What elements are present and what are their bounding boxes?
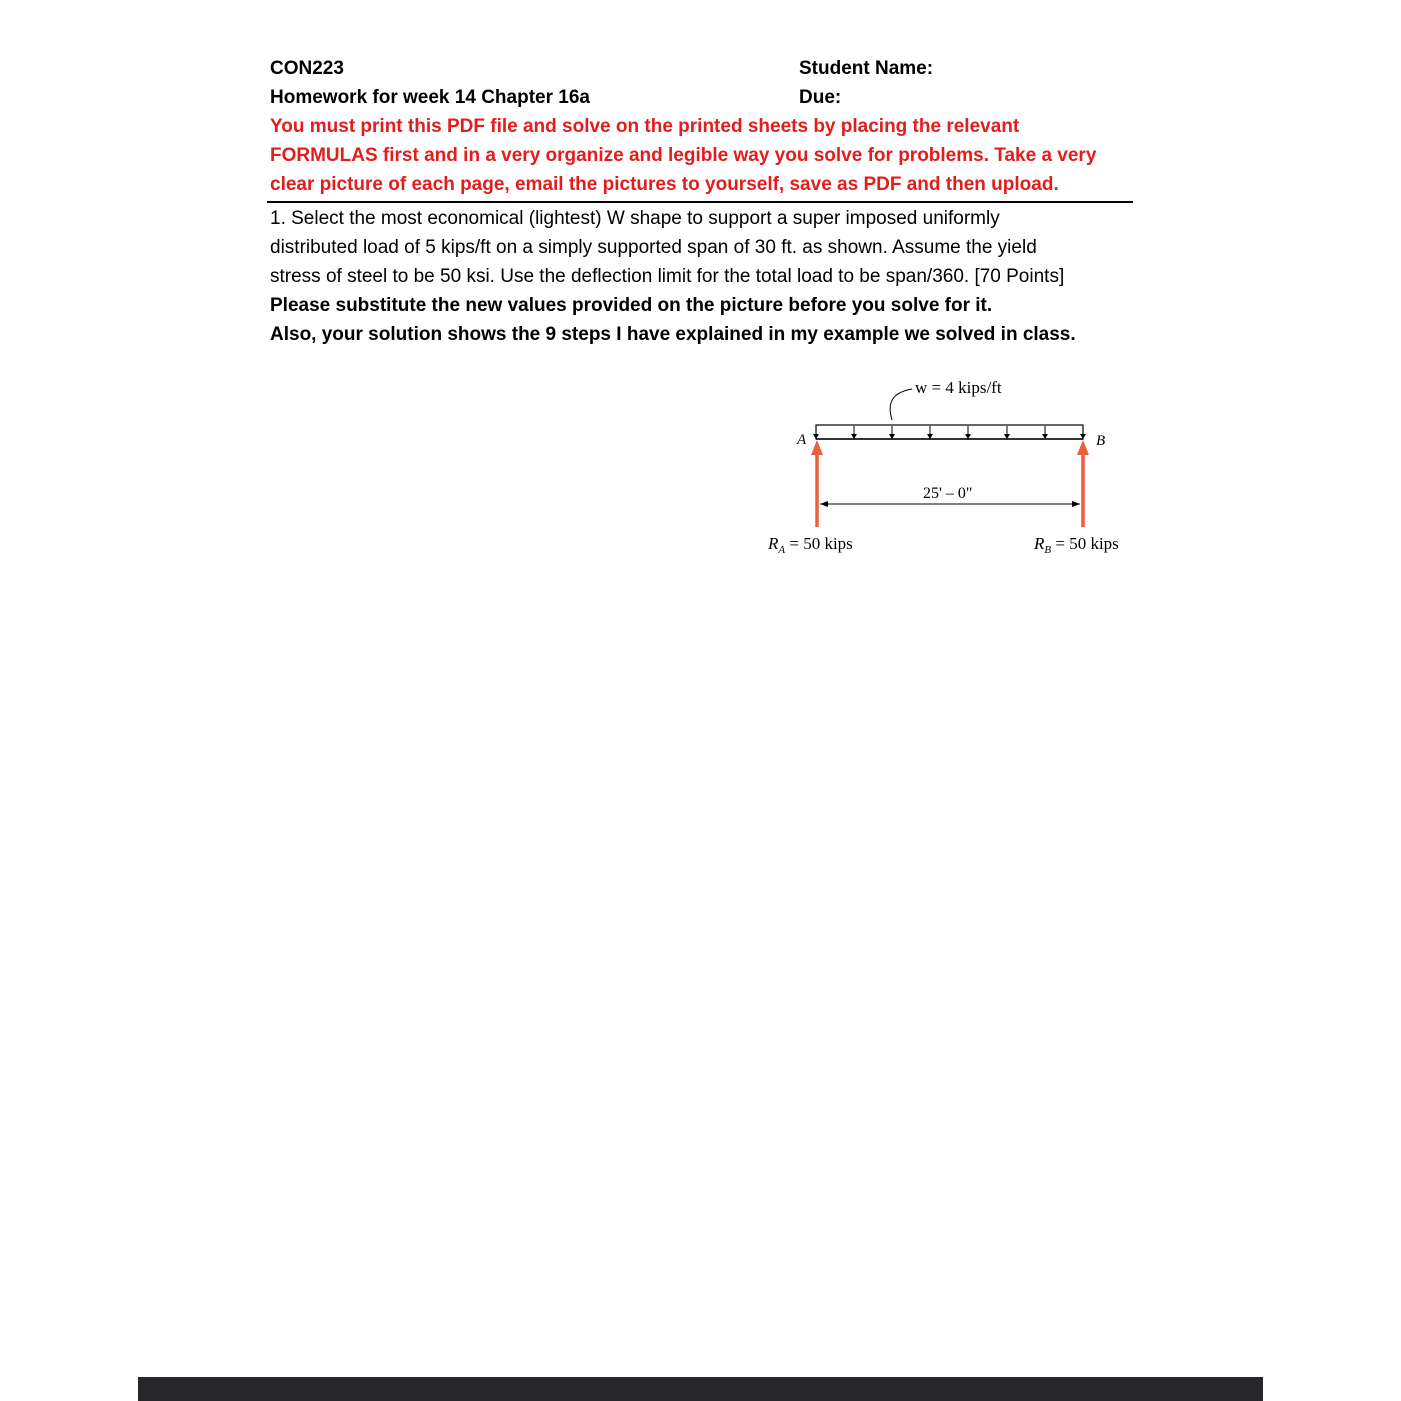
bottom-toolbar-bar xyxy=(138,1377,1263,1401)
instruction-line-3: clear picture of each page, email the pictures to yourself, save as PDF and then upload. xyxy=(270,174,1059,195)
support-a-label: A xyxy=(797,432,807,448)
instruction-line-1: You must print this PDF file and solve on the printed sheets by placing the relevant xyxy=(270,116,1020,137)
load-leader xyxy=(890,389,912,420)
reaction-arrow-b xyxy=(1077,440,1089,527)
assignment-title: Homework for week 14 Chapter 16a xyxy=(270,87,590,108)
due-label: Due: xyxy=(799,87,842,108)
course-code: CON223 xyxy=(270,58,344,79)
support-b-label: B xyxy=(1096,433,1106,449)
divider-rule xyxy=(267,201,1133,203)
reaction-a-label: $R_A = 50$ kips xyxy=(768,534,853,556)
student-name-label: Student Name: xyxy=(799,58,934,79)
load-label: w = 4 kips/ft xyxy=(915,378,1002,397)
reaction-arrow-a xyxy=(811,440,823,527)
beam-diagram xyxy=(740,365,1160,565)
problem-line-3: stress of steel to be 50 ksi. Use the deflection limit for the total load to be span/360. [70 Points] xyxy=(270,266,1065,287)
problem-line-2: distributed load of 5 kips/ft on a simply supported span of 30 ft. as shown. Assume the yield xyxy=(270,237,1037,258)
distributed-load xyxy=(816,425,1083,439)
problem-line-1: 1. Select the most economical (lightest) W shape to support a super imposed uniformly xyxy=(270,208,1000,229)
span-label: 25' – 0" xyxy=(923,485,973,502)
reaction-b-label: $R_B = 50$ kips xyxy=(1034,534,1119,556)
instruction-line-2: FORMULAS first and in a very organize and legible way you solve for problems. Take a very xyxy=(270,145,1097,166)
problem-note-2: Also, your solution shows the 9 steps I have explained in my example we solved in class. xyxy=(270,324,1076,345)
problem-note-1: Please substitute the new values provided on the picture before you solve for it. xyxy=(270,295,993,316)
